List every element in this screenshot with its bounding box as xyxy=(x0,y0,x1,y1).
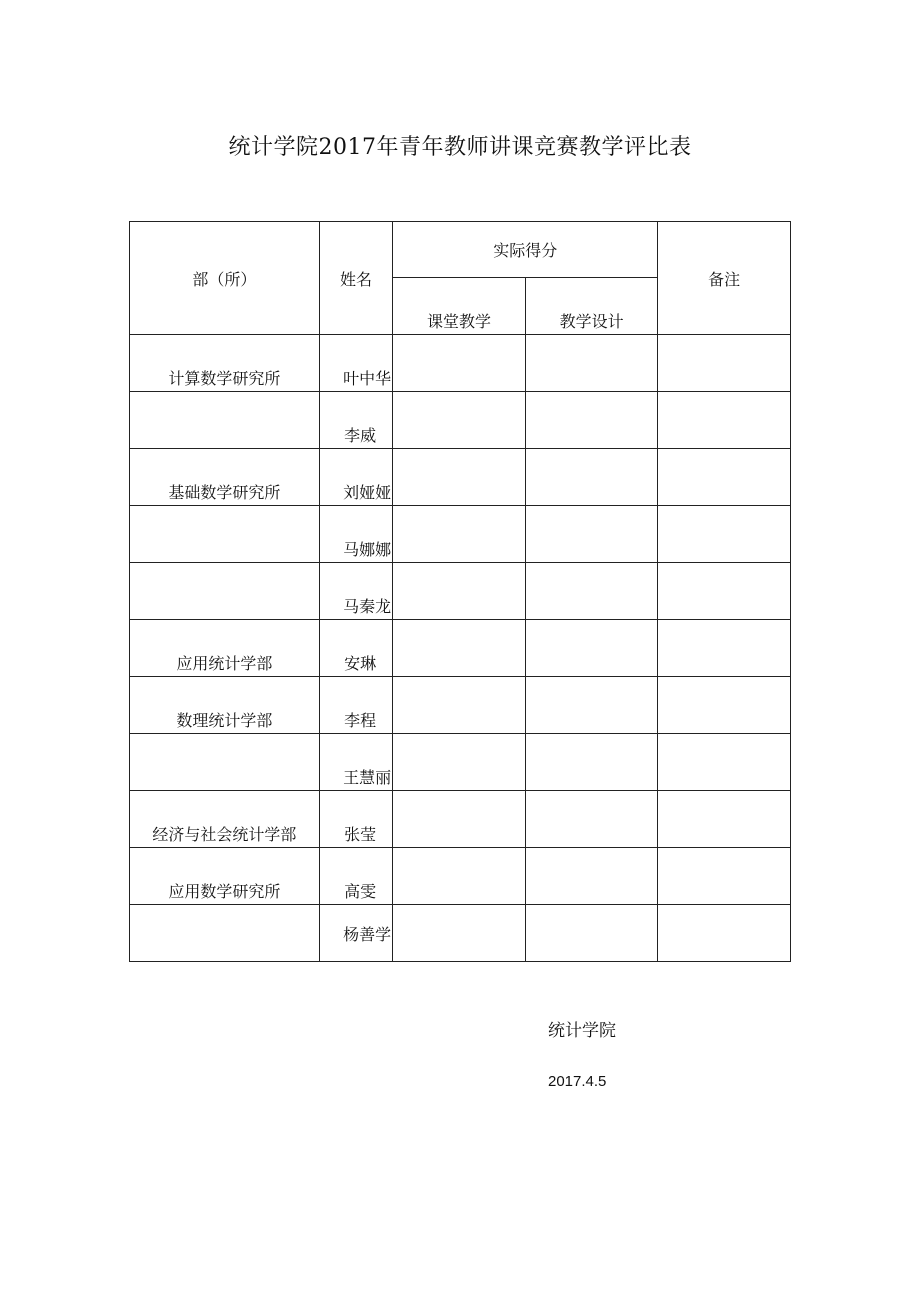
table-body xyxy=(130,335,791,962)
remarks-cell xyxy=(658,734,791,791)
classroom-score-cell xyxy=(393,848,526,905)
department-cell: 应用统计学部 xyxy=(130,620,320,677)
table-row xyxy=(130,734,791,791)
design-score-cell xyxy=(525,677,658,734)
table-row xyxy=(130,791,791,848)
teacher-name-cell: 马娜娜 xyxy=(319,506,392,563)
teacher-name-cell: 叶中华 xyxy=(319,335,392,392)
department-cell xyxy=(130,506,320,563)
table-row xyxy=(130,848,791,905)
header-name: 姓名 xyxy=(319,222,392,335)
header-classroom-teaching: 课堂教学 xyxy=(393,278,526,335)
design-score-cell xyxy=(525,848,658,905)
remarks-cell xyxy=(658,392,791,449)
design-score-cell xyxy=(525,563,658,620)
department-cell xyxy=(130,905,320,962)
table-row xyxy=(130,335,791,392)
table-row xyxy=(130,620,791,677)
design-score-cell xyxy=(525,506,658,563)
teacher-name-cell: 杨善学 xyxy=(319,905,392,962)
remarks-cell xyxy=(658,335,791,392)
teacher-name-cell: 高雯 xyxy=(319,848,392,905)
classroom-score-cell xyxy=(393,677,526,734)
remarks-cell xyxy=(658,620,791,677)
design-score-cell xyxy=(525,620,658,677)
classroom-score-cell xyxy=(393,449,526,506)
classroom-score-cell xyxy=(393,905,526,962)
remarks-cell xyxy=(658,905,791,962)
teacher-name-cell: 马秦龙 xyxy=(319,563,392,620)
department-cell: 数理统计学部 xyxy=(130,677,320,734)
footer-organization: 统计学院 xyxy=(548,1021,616,1041)
teacher-name-cell: 李程 xyxy=(319,677,392,734)
header-teaching-design: 教学设计 xyxy=(525,278,658,335)
teacher-name-cell: 李威 xyxy=(319,392,392,449)
department-cell: 应用数学研究所 xyxy=(130,848,320,905)
department-cell: 计算数学研究所 xyxy=(130,335,320,392)
department-cell xyxy=(130,563,320,620)
classroom-score-cell xyxy=(393,506,526,563)
classroom-score-cell xyxy=(393,734,526,791)
design-score-cell xyxy=(525,392,658,449)
teacher-name-cell: 刘娅娅 xyxy=(319,449,392,506)
design-score-cell xyxy=(525,335,658,392)
table-row xyxy=(130,677,791,734)
header-remarks: 备注 xyxy=(658,222,791,335)
remarks-cell xyxy=(658,848,791,905)
design-score-cell xyxy=(525,791,658,848)
classroom-score-cell xyxy=(393,563,526,620)
footer-date: 2017.4.5 xyxy=(548,1073,607,1090)
classroom-score-cell xyxy=(393,620,526,677)
teacher-name-cell: 张莹 xyxy=(319,791,392,848)
department-cell xyxy=(130,734,320,791)
classroom-score-cell xyxy=(393,392,526,449)
design-score-cell xyxy=(525,734,658,791)
table-row xyxy=(130,563,791,620)
department-cell: 经济与社会统计学部 xyxy=(130,791,320,848)
design-score-cell xyxy=(525,449,658,506)
department-cell: 基础数学研究所 xyxy=(130,449,320,506)
department-cell xyxy=(130,392,320,449)
table-row xyxy=(130,905,791,962)
teacher-name-cell: 安琳 xyxy=(319,620,392,677)
remarks-cell xyxy=(658,563,791,620)
classroom-score-cell xyxy=(393,791,526,848)
evaluation-table xyxy=(129,221,791,962)
remarks-cell xyxy=(658,449,791,506)
table-row xyxy=(130,392,791,449)
teacher-name-cell: 王慧丽 xyxy=(319,734,392,791)
classroom-score-cell xyxy=(393,335,526,392)
table-row xyxy=(130,449,791,506)
header-actual-score: 实际得分 xyxy=(393,222,658,278)
remarks-cell xyxy=(658,506,791,563)
remarks-cell xyxy=(658,677,791,734)
remarks-cell xyxy=(658,791,791,848)
page-title: 统计学院2017年青年教师讲课竞赛教学评比表 xyxy=(228,135,692,160)
header-department: 部（所） xyxy=(130,222,320,335)
table-row xyxy=(130,506,791,563)
design-score-cell xyxy=(525,905,658,962)
